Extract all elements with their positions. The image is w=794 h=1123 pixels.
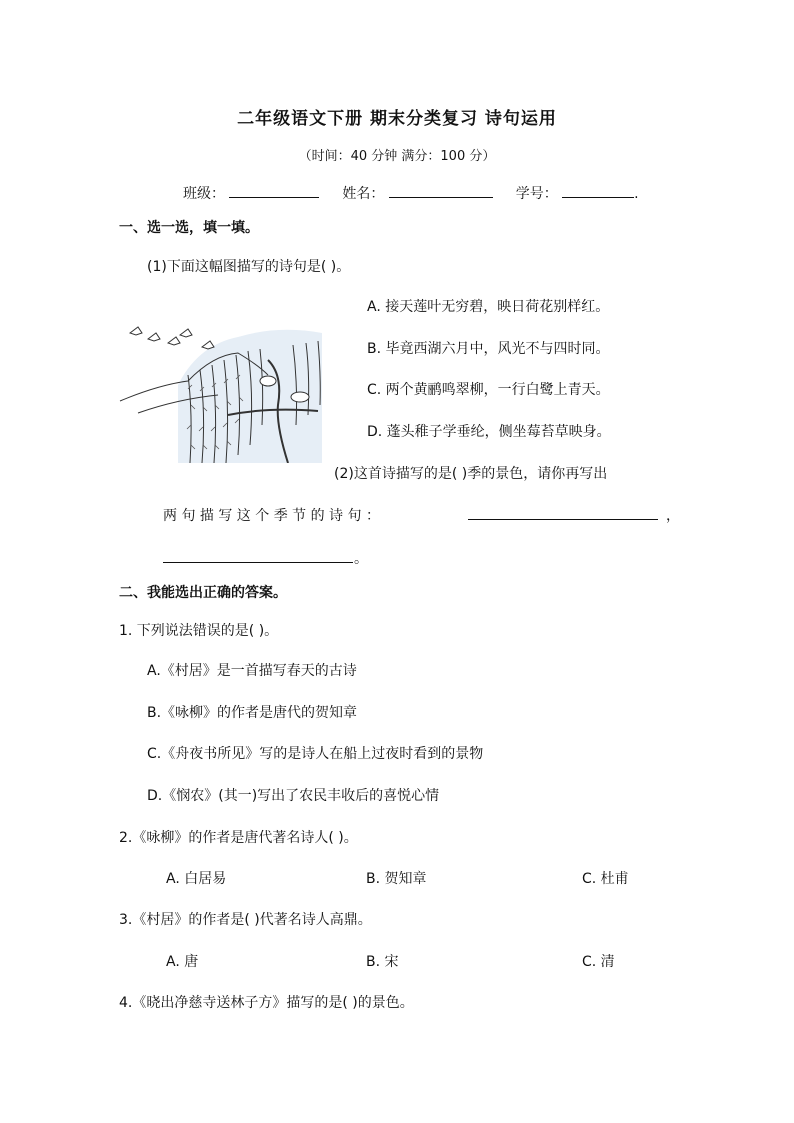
question-2-1-stem: 1. 下列说法错误的是( )。: [119, 623, 279, 639]
question-2-4-stem: 4.《晓出净慈寺送林子方》描写的是( )的景色。: [119, 995, 414, 1011]
page-title: 二年级语文下册 期末分类复习 诗句运用: [237, 109, 557, 129]
question-1-2-stem: (2)这首诗描写的是( )季的景色，请你再写出: [334, 466, 608, 482]
question-2-3-stem: 3.《村居》的作者是( )代著名诗人高鼎。: [119, 912, 372, 928]
option-d[interactable]: D. 蓬头稚子学垂纶，侧坐莓苔草映身。: [367, 424, 611, 440]
number-field[interactable]: [562, 183, 634, 198]
q2-1-option-c[interactable]: C.《舟夜书所见》写的是诗人在船上过夜时看到的景物: [147, 746, 484, 762]
q2-1-option-a[interactable]: A.《村居》是一首描写春天的古诗: [147, 663, 357, 679]
q2-3-option-a[interactable]: A. 唐: [166, 954, 199, 970]
section-2-heading: 二、我能选出正确的答案。: [119, 585, 287, 601]
class-field[interactable]: [229, 183, 319, 198]
q2-2-option-c[interactable]: C. 杜甫: [582, 871, 629, 887]
q2-1-option-d[interactable]: D.《悯农》(其一)写出了农民丰收后的喜悦心情: [147, 788, 440, 804]
q2-3-option-c[interactable]: C. 清: [582, 954, 615, 970]
class-label: 班级：: [183, 186, 225, 202]
period: 。: [354, 551, 368, 567]
question-2-2-stem: 2.《咏柳》的作者是唐代著名诗人( )。: [119, 830, 358, 846]
option-a[interactable]: A. 接天莲叶无穷碧，映日荷花别样红。: [367, 299, 610, 315]
q2-3-option-b[interactable]: B. 宋: [366, 954, 399, 970]
name-field[interactable]: [389, 183, 493, 198]
poem-illustration: [118, 315, 324, 463]
q2-1-option-b[interactable]: B.《咏柳》的作者是唐代的贺知章: [147, 705, 358, 721]
info-end-dot: .: [634, 186, 639, 202]
exam-meta: （时间：40 分钟 满分：100 分）: [298, 149, 496, 164]
willow-egrets-illustration: [118, 315, 324, 463]
question-1-1-stem: (1)下面这幅图描写的诗句是( )。: [147, 259, 351, 275]
comma: ，: [666, 508, 680, 524]
q2-2-option-b[interactable]: B. 贺知章: [366, 871, 427, 887]
section-1-heading: 一、选一选，填一填。: [119, 220, 259, 236]
number-label: 学号：: [515, 186, 558, 202]
question-1-2-prompt: 两 句 描 写 这 个 季 节 的 诗 句 ：: [163, 508, 380, 524]
option-b[interactable]: B. 毕竟西湖六月中，风光不与四时同。: [367, 341, 610, 357]
q2-2-option-a[interactable]: A. 白居易: [166, 871, 227, 887]
option-c[interactable]: C. 两个黄鹂鸣翠柳，一行白鹭上青天。: [367, 382, 610, 398]
poem-line-blank-1[interactable]: [468, 505, 658, 520]
name-label: 姓名：: [342, 186, 385, 202]
poem-line-blank-2[interactable]: [163, 548, 353, 563]
student-info-row: [183, 183, 639, 203]
